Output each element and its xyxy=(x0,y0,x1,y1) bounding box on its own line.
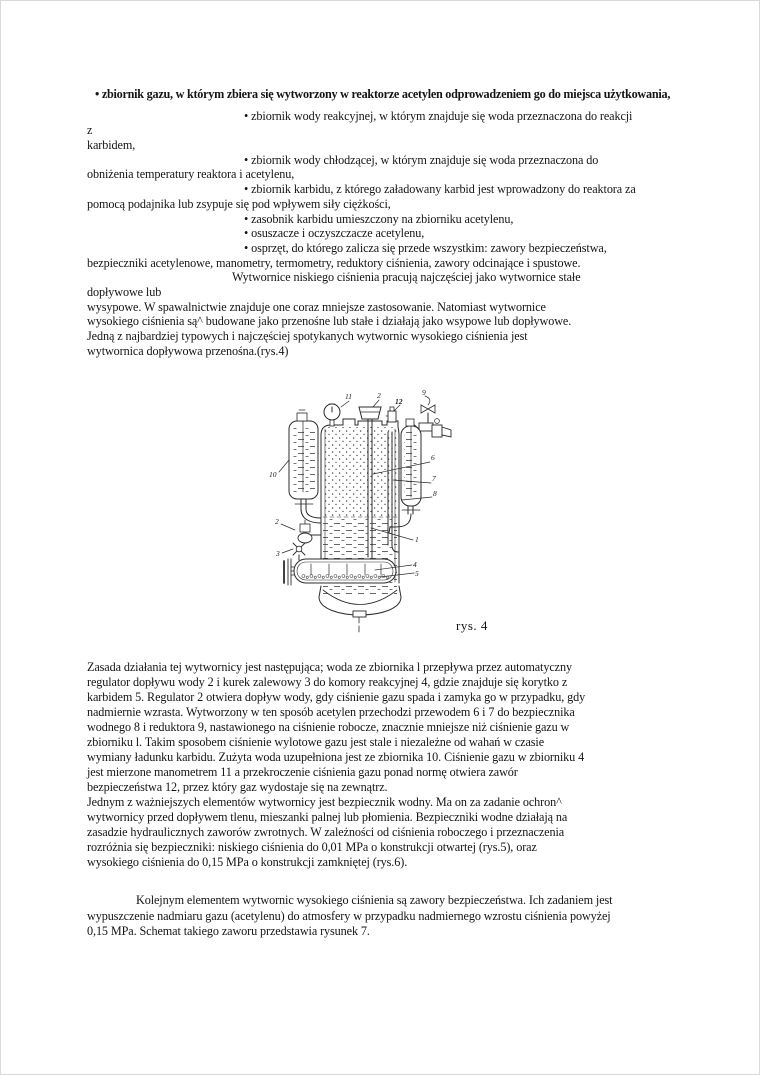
figure-label-5: 5 xyxy=(415,569,419,578)
text-line: dopływowe lub xyxy=(87,284,162,299)
text-line: wytwornicy przed dopływem tlenu, mieszanki palnej lub płomienia. Bezpieczniki wodne działają na xyxy=(87,810,568,824)
figure-label-9: 9 xyxy=(422,388,426,397)
text-line: jest mierzone manometrem 11 a przekroczenie ciśnienia gazu ponad normę otwiera zawór xyxy=(87,765,518,779)
text-line: Zasada działania tej wytwornicy jest następująca; woda ze zbiornika l przepływa przez automatyczny xyxy=(87,660,572,674)
text-line: Jedną z najbardziej typowych i najczęściej spotykanych wytwornic wysokiego ciśnienia jest xyxy=(87,329,528,343)
figure-label-7: 7 xyxy=(432,474,436,483)
figure-label-1: 1 xyxy=(415,535,419,544)
text-line: regulator dopływu wody 2 i kurek zalewowy 3 do komory reakcyjnej 4, gdzie znajduje się korytko z xyxy=(87,675,568,689)
text-line: bezpieczniki acetylenowe, manometry, termometry, reduktory ciśnienia, zawory odcinające i spustowe. xyxy=(87,255,581,270)
text-line: zasadzie hydraulicznych zaworów zwrotnych. W zależności od ciśnienia roboczego i przeznaczenia xyxy=(87,825,565,839)
bottom-bowl xyxy=(319,584,401,635)
text-line: Jednym z ważniejszych elementów wytwornicy jest bezpiecznik wodny. Ma on za zadanie ochron^ xyxy=(87,795,562,809)
text-line: • zbiornik karbidu, z którego załadowany karbid jest wprowadzony do reaktora za xyxy=(244,182,636,197)
text-line: • zbiornik wody reakcyjnej, w którym znajduje się woda przeznaczona do reakcji xyxy=(244,108,633,123)
paragraph-main xyxy=(87,661,585,871)
figure-caption: rys. 4 xyxy=(456,618,488,633)
figure-rys4 xyxy=(261,387,461,639)
figure-label-3: 3 xyxy=(276,549,280,558)
text-line: pomocą podajnika lub zsypuje się pod wpływem siły ciężkości, xyxy=(87,196,391,211)
text-line: z xyxy=(87,123,93,138)
figure-label-10: 10 xyxy=(269,470,277,479)
main-vessel xyxy=(321,419,399,583)
manometer xyxy=(324,404,340,426)
text-line: wysypowe. W spawalnictwie znajduje one coraz mniejsze zastosowanie. Natomiast wytwornice xyxy=(87,299,546,314)
text-line: Kolejnym elementem wytwornic wysokiego ciśnienia są zawory bezpieczeństwa. Ich zadaniem jest xyxy=(136,893,613,907)
paragraph-closing xyxy=(87,894,612,941)
text-line: wytwornica dopływowa przenośna.(rys.4) xyxy=(87,343,289,358)
text-line: wymiany ładunku karbidu. Zużyta woda uzupełniona jest ze zbiornika 10. Ciśnienie gazu w zbiorniku 4 xyxy=(87,750,585,764)
reaction-chamber xyxy=(284,559,396,585)
figure-label-4: 4 xyxy=(413,560,417,569)
text-line: zbiorniku l. Takim sposobem ciśnienie wylotowe gazu jest stale i niezależne od wahań w czasie xyxy=(87,735,545,749)
text-line: Wytwornice niskiego ciśnienia pracują najczęściej jako wytwornice stałe xyxy=(232,270,581,285)
bullet-list xyxy=(87,88,670,359)
figure-label-11: 11 xyxy=(345,392,352,401)
text-line: wypuszczenie nadmiaru gazu (acetylenu) do atmosfery w przypadku nadmiernego wzrostu ciśnienia powyżej xyxy=(87,908,611,923)
text-line: • osprzęt, do którego zalicza się przede wszystkim: zawory bezpieczeństwa, xyxy=(244,240,607,255)
text-line: rozróżnia się bezpieczniki: niskiego ciśnienia do 0,01 MPa o konstrukcji otwartej (rys.5), oraz xyxy=(87,840,537,854)
text-line: karbidem, xyxy=(87,138,136,153)
safety-valve xyxy=(386,407,396,422)
figure-label-6: 6 xyxy=(431,453,435,462)
text-line: nadmiernie wzrasta. Wytworzony w ten sposób acetylen przechodzi przewodem 6 i 7 do bezpiecznika xyxy=(87,705,575,719)
text-line: wysokiego ciśnienia są^ budowane jako przenośne lub stałe i działają jako wsypowe lub dopływowe. xyxy=(87,314,572,329)
text-line: wodnego 8 i reduktora 9, nastawionego na ciśnienie robocze, znacznie mniejsze niż ciśnienie gazu w xyxy=(87,720,570,734)
text-line: wysokiego ciśnienia do 0,15 MPa o konstrukcji zamkniętej (rys.6). xyxy=(87,855,408,869)
text-line: • zbiornik gazu, w którym zbiera się wytworzony w reaktorze acetylen odprowadzeniem go do miejsca użytkowania, xyxy=(95,87,671,101)
figure-label-2-mid: 2 xyxy=(275,517,279,526)
generator-diagram-svg xyxy=(261,387,461,639)
water-refill-tank xyxy=(289,410,321,523)
figure-label-8: 8 xyxy=(433,489,437,498)
filling-cock-assembly xyxy=(293,520,321,560)
text-line: • osuszacze i oczyszczacze acetylenu, xyxy=(244,226,425,241)
text-line: karbidem 5. Regulator 2 otwiera dopływ wody, gdy ciśnienie gazu spada i zamyka go w przypadku, gdy xyxy=(87,690,586,704)
text-line: • zbiornik wody chłodzącej, w którym znajduje się woda przeznaczona do xyxy=(244,152,599,167)
figure-label-2-top: 2 xyxy=(377,391,381,400)
text-line: obniżenia temperatury reaktora i acetylenu, xyxy=(87,167,295,182)
figure-label-12: 12 xyxy=(395,397,403,406)
text-line: 0,15 MPa. Schemat takiego zaworu przedstawia rysunek 7. xyxy=(87,924,370,938)
text-line: • zasobnik karbidu umieszczony na zbiorniku acetylenu, xyxy=(244,211,514,226)
text-line: bezpieczeństwa 12, przez który gaz wydostaje się na zewnątrz. xyxy=(87,780,388,794)
